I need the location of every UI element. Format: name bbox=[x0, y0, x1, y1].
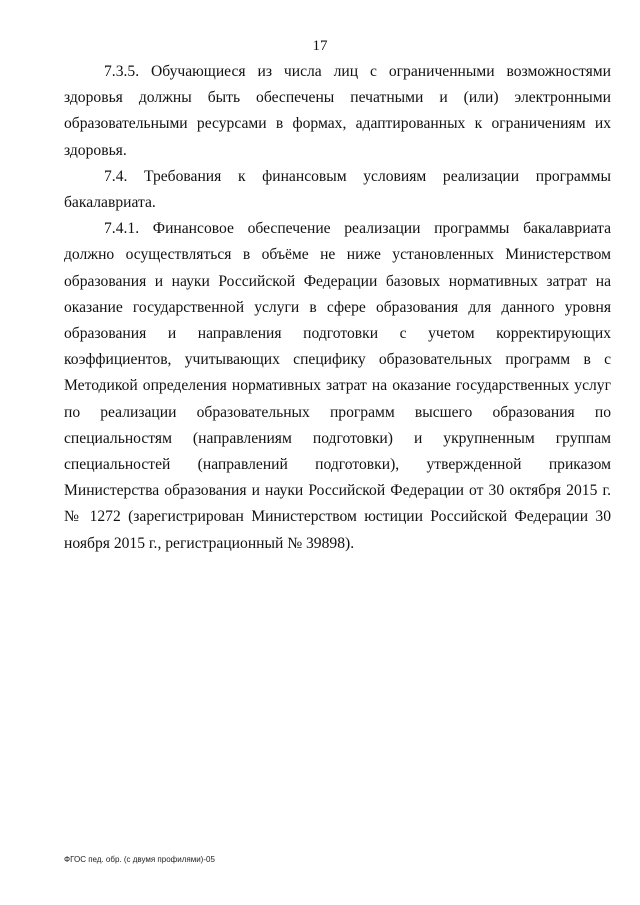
paragraph-7-3-5: 7.3.5. Обучающиеся из числа лиц с ограниченными возможностями здоровья должны быть обеспечены печатными и (или) электронными образовательными ресурсами в формах, адаптированных к ограничениям их здоровья. bbox=[64, 63, 611, 159]
page-number: 17 bbox=[312, 38, 328, 54]
document-body bbox=[64, 59, 611, 557]
footer-note: ФГОС пед. обр. (с двумя профилями)-05 bbox=[64, 855, 215, 864]
paragraph-7-4-1: 7.4.1. Финансовое обеспечение реализации программы бакалавриата должно осуществляться в объёме не ниже установленных Министерством образования и науки Российской Федерации базовых нормативных затрат на оказание государственной услуги в сфере образования для данного уровня образования и направления подготовки с учетом корректирующих коэффициентов, учитывающих специфику образовательных программ в с Методикой определения нормативных затрат на оказание государственных услуг по реализации образовательных программ высшего образования по специальностям (направлениям подготовки) и укрупненным группам специальностей (направлений подготовки), утвержденной приказом Министерства образования и науки Российской Федерации от 30 октября 2015 г. № 1272 (зарегистрирован Министерством юстиции Российской Федерации 30 ноября 2015 г., регистрационный № 39898). bbox=[64, 220, 611, 552]
paragraph-7-4: 7.4. Требования к финансовым условиям реализации программы бакалавриата. bbox=[64, 167, 611, 212]
